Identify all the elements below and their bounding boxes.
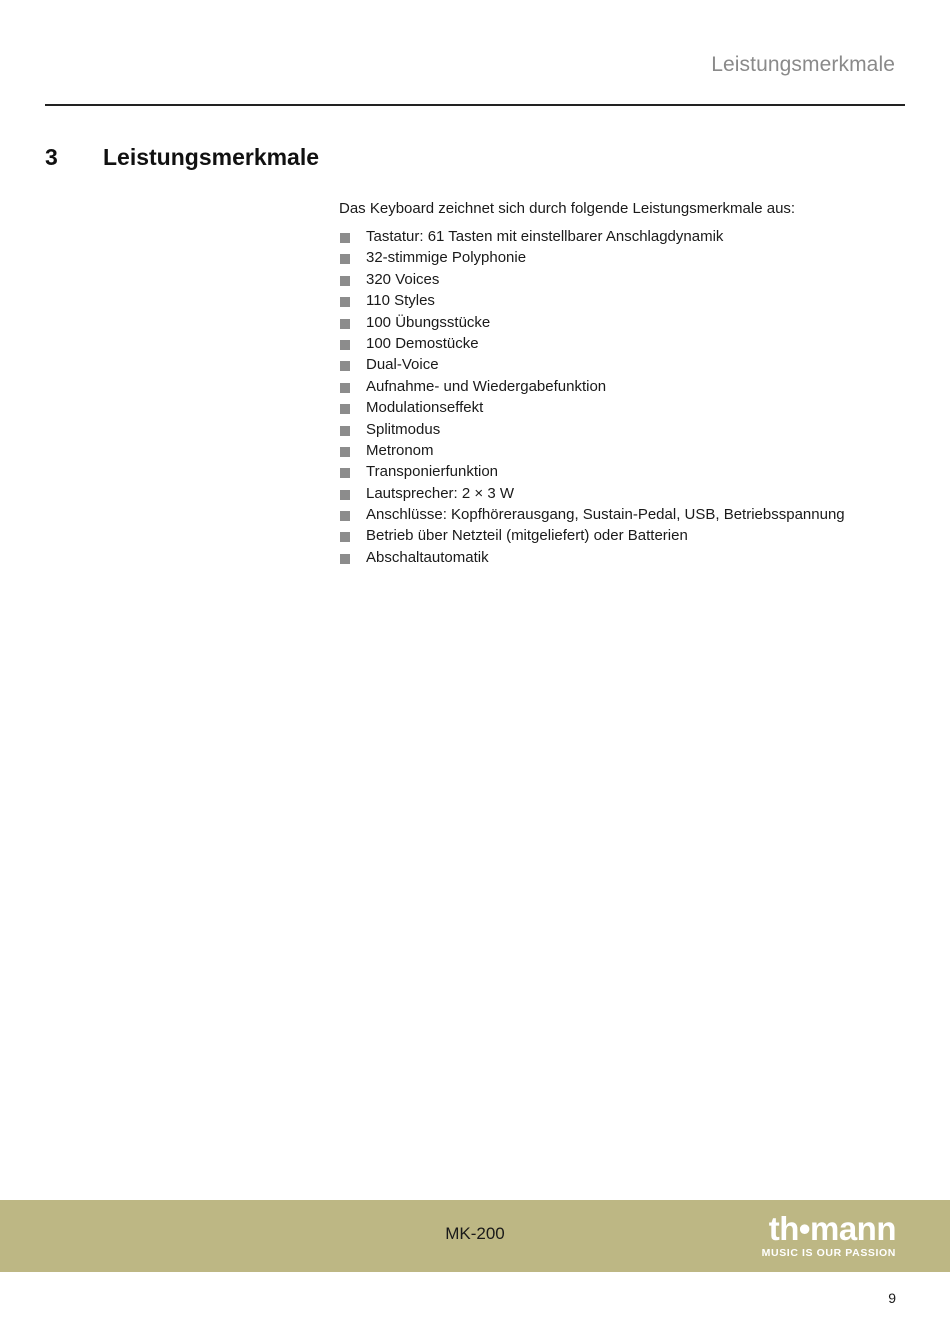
list-item xyxy=(339,483,845,504)
square-bullet-icon xyxy=(340,447,350,457)
list-item xyxy=(339,290,845,311)
chapter-number: 3 xyxy=(45,144,58,170)
intro-text: Das Keyboard zeichnet sich durch folgende Leistungsmerkmale aus: xyxy=(339,200,796,217)
chapter-heading xyxy=(45,144,319,171)
list-item xyxy=(339,354,845,375)
list-item xyxy=(339,504,845,525)
list-item xyxy=(339,226,845,247)
page-number: 9 xyxy=(888,1290,896,1306)
square-bullet-icon xyxy=(340,532,350,542)
running-header: Leistungsmerkmale xyxy=(711,53,895,76)
feature-text: Aufnahme- und Wiedergabefunktion xyxy=(366,377,607,395)
list-item xyxy=(339,312,845,333)
square-bullet-icon xyxy=(340,276,350,286)
logo-tagline: MUSIC IS OUR PASSION xyxy=(761,1247,896,1259)
feature-text: 100 Übungsstücke xyxy=(366,313,491,331)
thomann-logo xyxy=(762,1212,896,1259)
feature-text: Dual-Voice xyxy=(366,356,439,374)
square-bullet-icon xyxy=(340,254,350,264)
feature-text: 100 Demostücke xyxy=(366,334,479,352)
square-bullet-icon xyxy=(340,233,350,243)
list-item xyxy=(339,269,845,290)
list-item xyxy=(339,547,845,568)
feature-text: Modulationseffekt xyxy=(366,399,484,417)
feature-text: Abschaltautomatik xyxy=(366,548,489,566)
header-rule xyxy=(45,104,905,106)
square-bullet-icon xyxy=(340,511,350,521)
list-item xyxy=(339,247,845,268)
square-bullet-icon xyxy=(340,361,350,371)
feature-text: Anschlüsse: Kopfhörerausgang, Sustain-Pedal, USB, Betriebsspannung xyxy=(366,506,845,524)
square-bullet-icon xyxy=(340,554,350,564)
square-bullet-icon xyxy=(340,297,350,307)
feature-text: 32-stimmige Polyphonie xyxy=(366,249,527,267)
list-item xyxy=(339,333,845,354)
feature-text: Splitmodus xyxy=(366,420,441,438)
feature-list xyxy=(339,226,845,568)
feature-text: Lautsprecher: 2 × 3 W xyxy=(366,484,514,502)
footer-band xyxy=(0,1200,950,1272)
list-item xyxy=(339,397,845,418)
chapter-title: Leistungsmerkmale xyxy=(103,144,320,170)
square-bullet-icon xyxy=(340,426,350,436)
square-bullet-icon xyxy=(340,383,350,393)
square-bullet-icon xyxy=(340,404,350,414)
model-name: MK-200 xyxy=(445,1224,505,1243)
square-bullet-icon xyxy=(340,340,350,350)
feature-text: Betrieb über Netzteil (mitgeliefert) oder Batterien xyxy=(366,527,688,545)
square-bullet-icon xyxy=(340,490,350,500)
feature-text: 110 Styles xyxy=(366,292,435,310)
feature-text: 320 Voices xyxy=(366,270,440,288)
feature-text: Metronom xyxy=(366,441,434,459)
feature-text: Tastatur: 61 Tasten mit einstellbarer Anschlagdynamik xyxy=(366,228,724,245)
square-bullet-icon xyxy=(340,319,350,329)
square-bullet-icon xyxy=(340,468,350,478)
list-item xyxy=(339,525,845,546)
list-item xyxy=(339,376,845,397)
feature-text: Transponierfunktion xyxy=(366,463,499,481)
list-item xyxy=(339,461,845,482)
logo-wordmark: th•mann xyxy=(768,1210,896,1247)
list-item xyxy=(339,419,845,440)
list-item xyxy=(339,440,845,461)
